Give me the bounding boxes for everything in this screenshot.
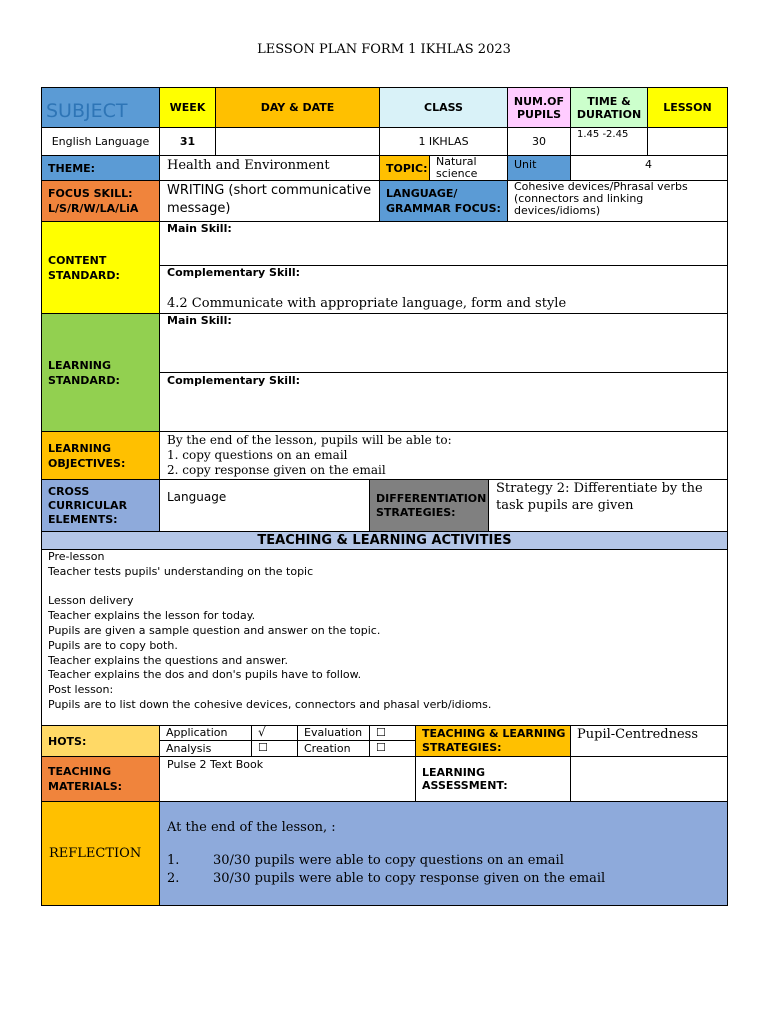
activity-line: Pupils are to list down the cohesive devices, connectors and phasal verb/idioms. (48, 697, 492, 711)
activity-line: Lesson delivery (48, 594, 134, 608)
learning-main-skill-cell (160, 314, 728, 373)
hots-evaluation-check[interactable]: ☐ (370, 726, 416, 741)
content-complementary-cell (160, 266, 728, 314)
grammar-value: Cohesive devices/Phrasal verbs (connectors and linking devices/idioms) (508, 181, 728, 222)
class-value: 1 IKHLAS (380, 128, 508, 156)
hots-creation-check[interactable]: ☐ (370, 741, 416, 757)
hots-analysis: Analysis (160, 741, 252, 757)
hots-application-check[interactable]: √ (252, 726, 298, 741)
objective-item: 1. copy questions on an email (167, 448, 348, 462)
lesson-header: LESSON (648, 87, 728, 128)
topic-label: TOPIC: (380, 156, 430, 181)
materials-value: Pulse 2 Text Book (160, 757, 416, 802)
num-pupils-header: NUM.OF PUPILS (508, 87, 571, 128)
activity-line: Teacher explains the dos and don's pupils have to follow. (48, 668, 362, 682)
page-title: LESSON PLAN FORM 1 IKHLAS 2023 (257, 42, 511, 57)
learning-complementary-cell (160, 373, 728, 432)
focus-skill-value: WRITING (short communicative message) (160, 181, 380, 222)
reflection-label: REFLECTION (41, 802, 160, 906)
unit-value: 4 (571, 156, 728, 181)
reflection-intro: At the end of the lesson, : (167, 820, 336, 835)
num-pupils-value: 30 (508, 128, 571, 156)
content-complementary-value: 4.2 Communicate with appropriate language, form and style (167, 296, 567, 311)
activity-line: Pre-lesson (48, 550, 105, 563)
theme-label: THEME: (41, 156, 160, 181)
reflection-item (167, 853, 717, 868)
learning-standard-label: LEARNING STANDARD: (41, 314, 160, 432)
learning-complementary-label: Complementary Skill: (167, 374, 301, 387)
activities-title: TEACHING & LEARNING ACTIVITIES (41, 532, 728, 550)
reflection-item (167, 871, 717, 886)
materials-label: TEACHING MATERIALS: (41, 757, 160, 802)
activity-line: Post lesson: (48, 683, 114, 697)
tl-strategies-label: TEACHING & LEARNING STRATEGIES: (416, 726, 571, 757)
time-duration-header: TIME & DURATION (571, 87, 648, 128)
hots-analysis-check[interactable]: ☐ (252, 741, 298, 757)
assessment-label: LEARNING ASSESSMENT: (416, 757, 571, 802)
week-value: 31 (160, 128, 216, 156)
activity-line: Teacher tests pupils' understanding on the topic (48, 564, 314, 578)
hots-creation: Creation (298, 741, 370, 757)
assessment-value (571, 757, 728, 802)
time-value: 1.45 -2.45 (571, 128, 648, 156)
reflection-item-text: 30/30 pupils were able to copy questions on an email (213, 853, 564, 868)
differentiation-label: DIFFERENTIATION STRATEGIES: (370, 480, 489, 532)
subject-value (41, 128, 160, 156)
learning-main-skill-label: Main Skill: (167, 314, 232, 327)
activities-body (41, 550, 728, 726)
activity-line: Pupils are to copy both. (48, 638, 178, 652)
objective-item: 2. copy response given on the email (167, 463, 386, 477)
content-standard-label: CONTENT STANDARD: (41, 222, 160, 314)
theme-value: Health and Environment (160, 156, 380, 181)
content-main-skill-cell (160, 222, 728, 266)
content-main-skill-label: Main Skill: (167, 222, 232, 235)
reflection-item-number: 2. (167, 871, 180, 886)
grammar-label: LANGUAGE/ GRAMMAR FOCUS: (380, 181, 508, 222)
focus-skill-label: FOCUS SKILL: L/S/R/W/LA/LiA (41, 181, 160, 222)
objectives-intro: By the end of the lesson, pupils will be able to: (167, 433, 452, 447)
cross-curricular-value: Language (160, 480, 370, 532)
content-complementary-label: Complementary Skill: (167, 266, 301, 279)
activity-line: Teacher explains the lesson for today. (48, 609, 256, 623)
unit-label: Unit (508, 156, 571, 181)
hots-application: Application (160, 726, 252, 741)
differentiation-value: Strategy 2: Differentiate by the task pupils are given (489, 480, 728, 532)
objectives-value (160, 432, 728, 480)
subject-value-text: English Language (51, 135, 150, 148)
subject-header-label: SUBJECT (46, 100, 128, 122)
week-header: WEEK (160, 87, 216, 128)
cross-curricular-label: CROSS CURRICULAR ELEMENTS: (41, 480, 160, 532)
reflection-item-number: 1. (167, 853, 180, 868)
lesson-value (648, 128, 728, 156)
topic-value: Natural science (430, 156, 508, 181)
activity-line: Pupils are given a sample question and answer on the topic. (48, 623, 381, 637)
reflection-body (160, 802, 728, 906)
tl-strategies-value: Pupil-Centredness (571, 726, 728, 757)
hots-evaluation: Evaluation (298, 726, 370, 741)
activity-line (48, 580, 721, 595)
day-date-header: DAY & DATE (216, 87, 380, 128)
day-date-value (216, 128, 380, 156)
subject-header (41, 87, 160, 128)
hots-label: HOTS: (41, 726, 160, 757)
objectives-label: LEARNING OBJECTIVES: (41, 432, 160, 480)
class-header: CLASS (380, 87, 508, 128)
activity-line: Teacher explains the questions and answer. (48, 653, 288, 667)
reflection-item-text: 30/30 pupils were able to copy response given on the email (213, 871, 606, 886)
